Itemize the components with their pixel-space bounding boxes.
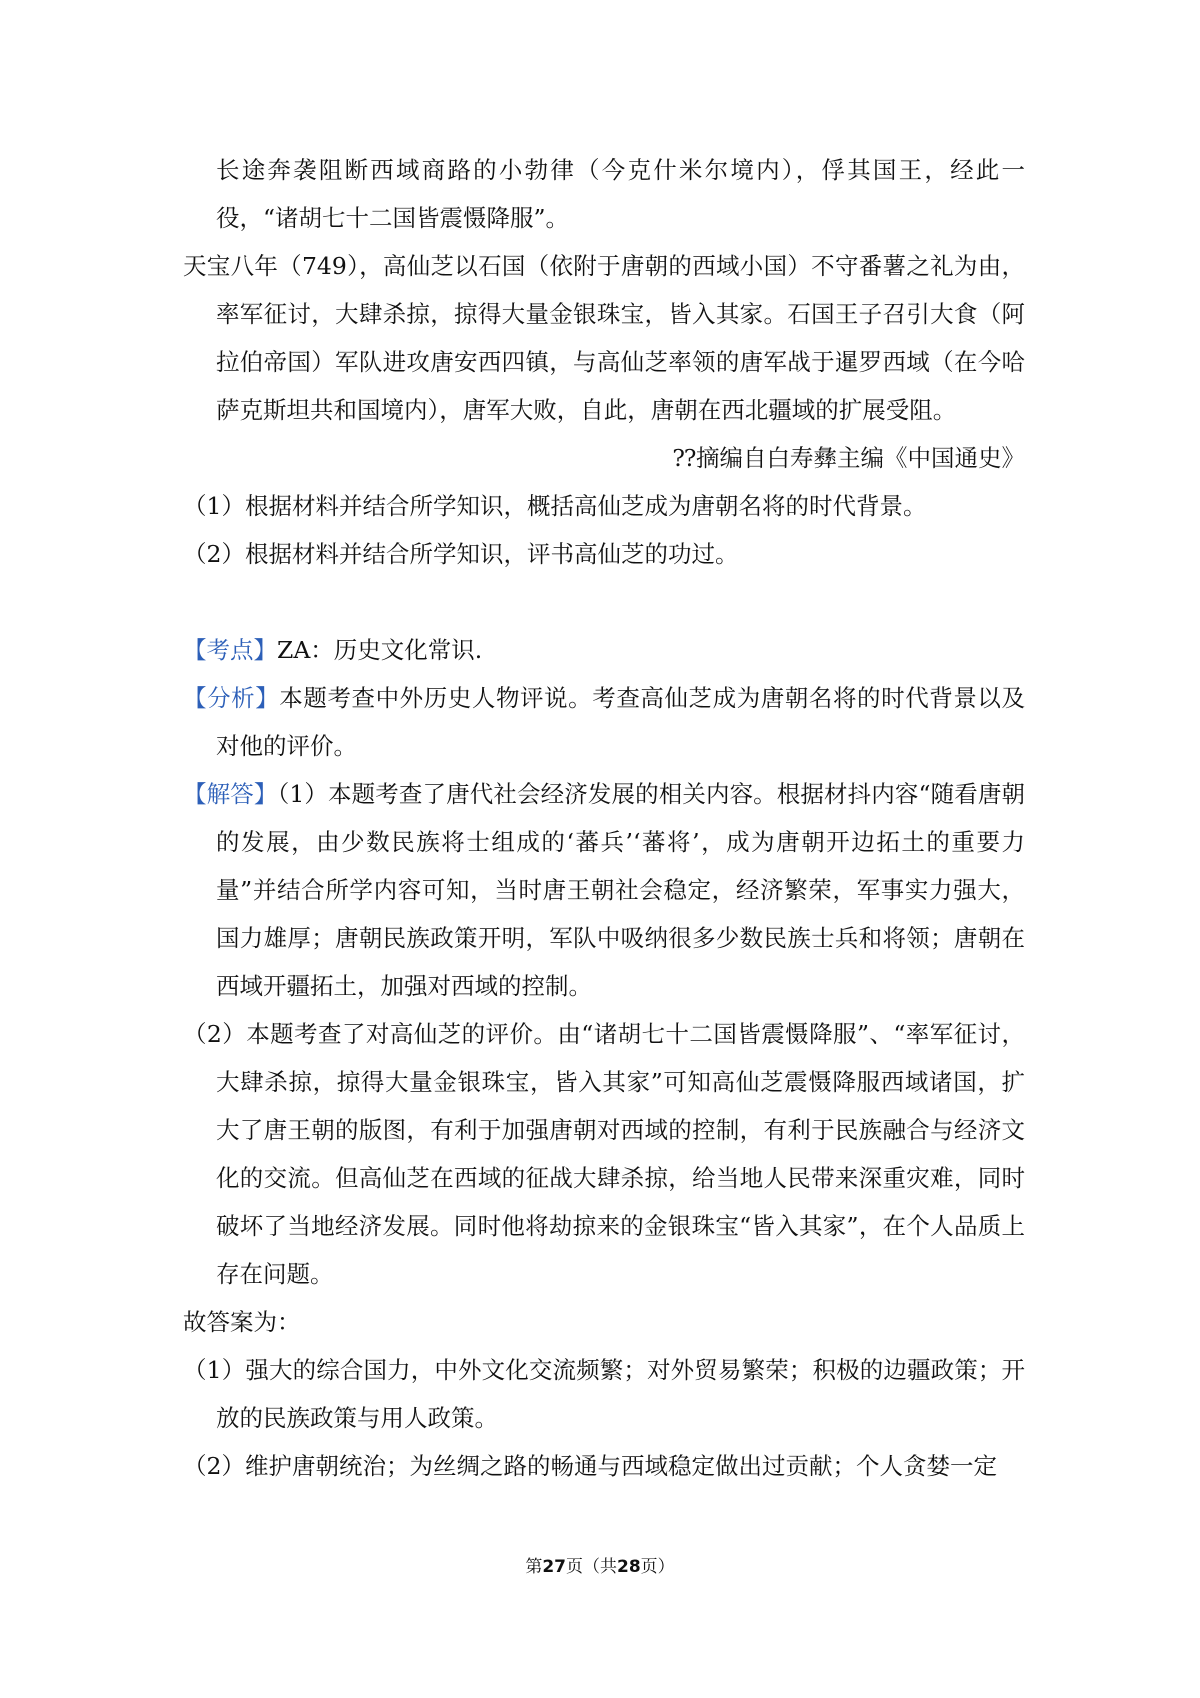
question-2: （2）根据材料并结合所学知识，评书高仙芝的功过。 bbox=[183, 540, 739, 568]
jieda-text-1: （1）本题考查了唐代社会经济发展的相关内容。根据材抖内容“随看唐朝的发展，由少数民族将士组成的‘蕃兵’‘蕃将’，成为唐朝开边拓土的重要力量”并结合所学内容可知，当时唐王朝社会稳定，经济繁荣，军事实力强大，国力雄厚；唐朝民族政策开明，军队中吸纳很多少数民族士兵和将领；唐朝在西域开疆拓土，加强对西域的控制。 bbox=[216, 780, 1026, 1000]
jieda-paragraph-1 bbox=[183, 770, 1025, 1010]
footer-suffix: 页） bbox=[640, 1557, 675, 1577]
jieda-tag: 【解答】 bbox=[183, 780, 278, 808]
question-1: （1）根据材料并结合所学知识，概括高仙芝成为唐朝名将的时代背景。 bbox=[183, 492, 927, 520]
material-source: ⁇摘编自白寿彝主编《中国通史》 bbox=[673, 444, 1025, 472]
fenxi-text: 本题考查中外历史人物评说。考查高仙芝成为唐朝名将的时代背景以及对他的评价。 bbox=[216, 684, 1026, 760]
jieda-paragraph-2: （2）本题考查了对高仙芝的评价。由“诸胡七十二国皆震慑降服”、“率军征讨，大肆杀掠，掠得大量金银珠宝，皆入其家”可知高仙芝震慑降服西域诸国，扩大了唐王朝的版图，有利于加强唐朝对西域的控制，有利于民族融合与经济文化的交流。但高仙芝在西域的征战大肆杀掠，给当地人民带来深重灾难，同时破坏了当地经济发展。同时他将劫掠来的金银珠宝“皆入其家”，在个人品质上存在问题。 bbox=[183, 1020, 1025, 1288]
footer-prefix: 第 bbox=[525, 1557, 543, 1577]
kaodian-line bbox=[183, 626, 1025, 674]
material-paragraph-1: 长途奔袭阻断西域商路的小勃律（今克什米尔境内），俘其国王，经此一役，“诸胡七十二国皆震慑降服”。 bbox=[216, 156, 1025, 232]
page-footer bbox=[0, 1555, 1200, 1579]
fenxi-paragraph bbox=[183, 674, 1025, 770]
kaodian-tag: 【考点】 bbox=[183, 636, 277, 664]
answer-1: （1）强大的综合国力，中外文化交流频繁；对外贸易繁荣；积极的边疆政策；开放的民族政策与用人政策。 bbox=[183, 1356, 1025, 1432]
page-content bbox=[183, 146, 1025, 1490]
footer-middle: 页（共 bbox=[566, 1557, 617, 1577]
kaodian-text: ZA：历史文化常识. bbox=[277, 636, 483, 664]
current-page-number: 27 bbox=[542, 1557, 566, 1577]
answer-intro: 故答案为： bbox=[183, 1308, 301, 1336]
section-gap bbox=[183, 578, 1025, 626]
total-page-number: 28 bbox=[617, 1557, 641, 1577]
material-paragraph-2: 天宝八年（749），高仙芝以石国（依附于唐朝的西域小国）不守番薯之礼为由，率军征讨，大肆杀掠，掠得大量金银珠宝，皆入其家。石国王子召引大食（阿拉伯帝国）军队进攻唐安西四镇，与高仙芝率领的唐军战于暹罗西域（在今哈萨克斯坦共和国境内），唐军大败，自此，唐朝在西北疆域的扩展受阻。 bbox=[183, 252, 1025, 424]
answer-2: （2）维护唐朝统治；为丝绸之路的畅通与西域稳定做出过贡献；个人贪婪一定 bbox=[183, 1452, 997, 1480]
fenxi-tag: 【分析】 bbox=[183, 684, 280, 712]
